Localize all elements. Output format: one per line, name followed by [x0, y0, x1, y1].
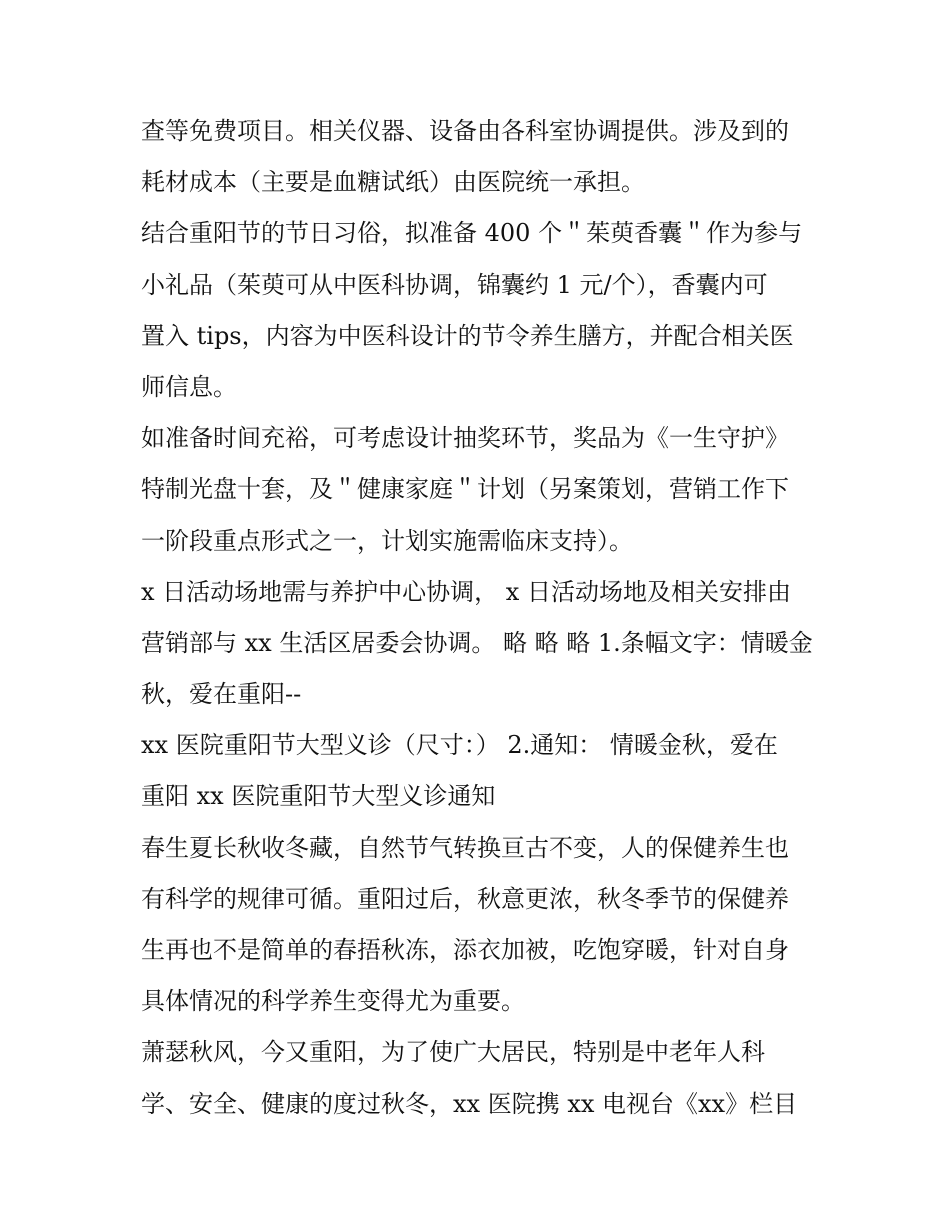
text-line: 小礼品（茱萸可从中医科协调，锦囊约 1 元/个），香囊内可	[141, 270, 768, 299]
text-line: 师信息。	[141, 372, 237, 401]
text-line: 春生夏长秋收冬藏，自然节气转换亘古不变，人的保健养生也	[141, 833, 789, 862]
text-line: 萧瑟秋风，今又重阳，为了使广大居民，特别是中老年人科	[141, 1038, 765, 1067]
text-line: 置入 tips，内容为中医科设计的节令养生膳方，并配合相关医	[141, 321, 794, 350]
text-line: x 日活动场地需与养护中心协调， x 日活动场地及相关安排由	[141, 577, 791, 606]
text-line: 一阶段重点形式之一，计划实施需临床支持）。	[141, 526, 633, 555]
document-body	[141, 106, 821, 1130]
text-line: 营销部与 xx 生活区居委会协调。 略 略 略 1.条幅文字：情暖金	[141, 628, 813, 657]
text-line: 具体情况的科学养生变得尤为重要。	[141, 987, 525, 1016]
text-line: 秋，爱在重阳--	[141, 680, 302, 709]
text-line: 生再也不是简单的春捂秋冻，添衣加被，吃饱穿暖，针对自身	[141, 936, 789, 964]
text-line: 特制光盘十套，及＂健康家庭＂计划（另案策划，营销工作下	[141, 475, 789, 504]
text-line: 有科学的规律可循。重阳过后，秋意更浓，秋冬季节的保健养	[141, 884, 789, 913]
text-line: 学、安全、健康的度过秋冬，xx 医院携 xx 电视台《xx》栏目	[141, 1089, 798, 1118]
text-line: 查等免费项目。相关仪器、设备由各科室协调提供。涉及到的	[141, 117, 789, 145]
text-line: 耗材成本（主要是血糖试纸）由医院统一承担。	[141, 168, 645, 197]
text-line: 如准备时间充裕，可考虑设计抽奖环节，奖品为《一生守护》	[141, 424, 789, 453]
text-line: xx 医院重阳节大型义诊（尺寸：） 2.通知： 情暖金秋，爱在	[141, 731, 778, 760]
text-line: 重阳 xx 医院重阳节大型义诊通知	[141, 782, 496, 811]
text-line: 结合重阳节的节日习俗，拟准备 400 个＂茱萸香囊＂作为参与	[141, 219, 803, 248]
